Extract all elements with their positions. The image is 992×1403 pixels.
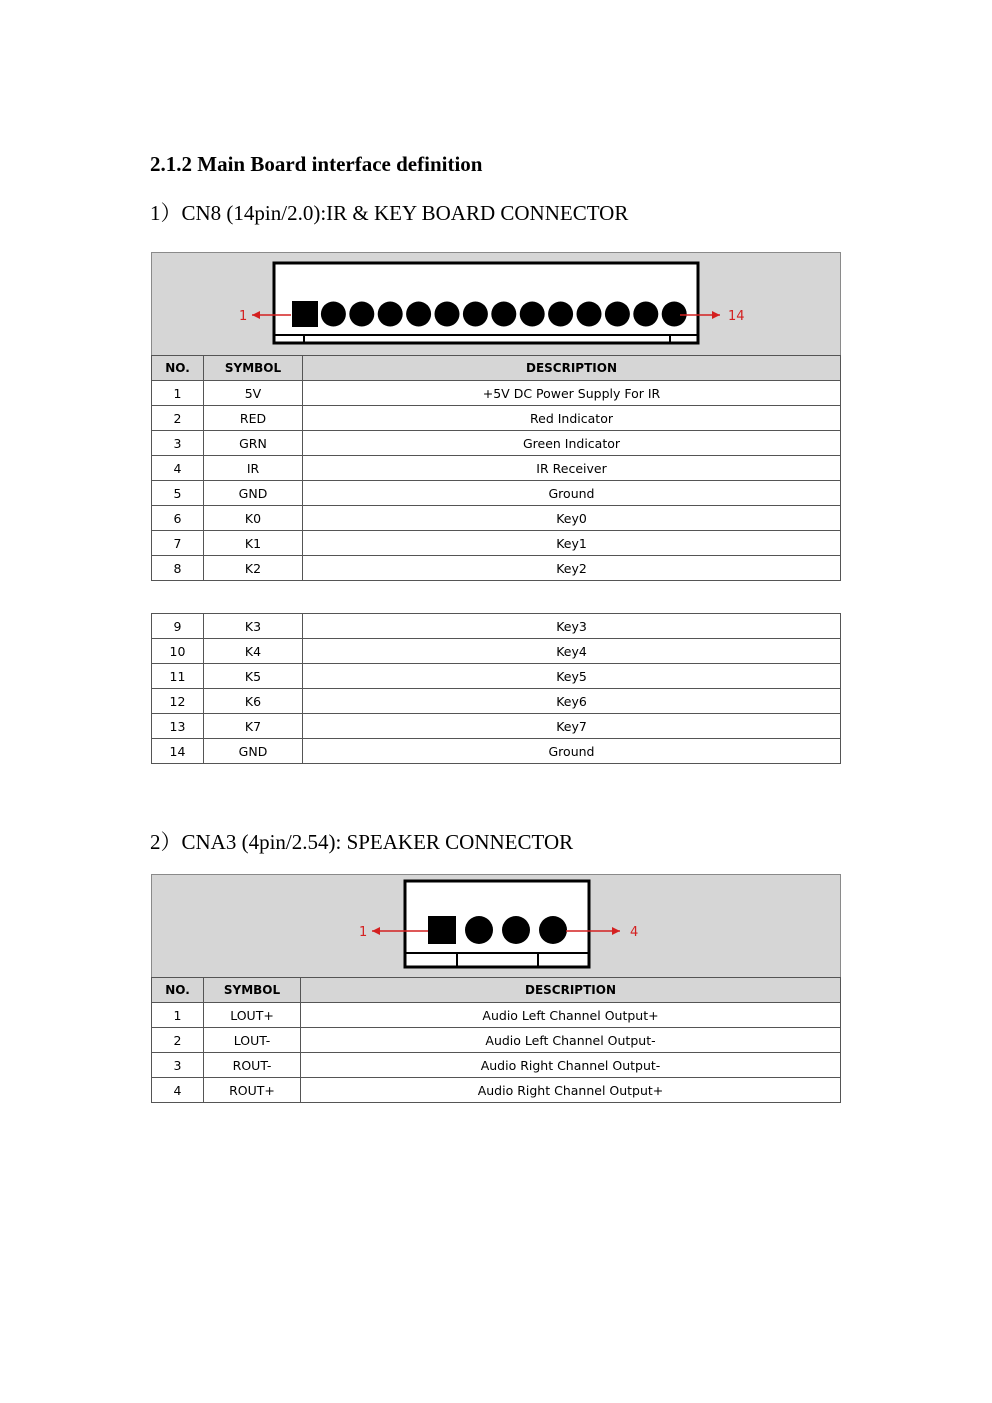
cell-symbol: GND [204, 739, 303, 764]
table-row [152, 689, 841, 714]
cell-symbol: K2 [204, 556, 303, 581]
cell-description: Key5 [303, 664, 841, 689]
cell-symbol: K5 [204, 664, 303, 689]
cell-description: Audio Left Channel Output- [301, 1028, 841, 1053]
cell-description: Audio Right Channel Output- [301, 1053, 841, 1078]
cell-no: 2 [152, 1028, 204, 1053]
cell-symbol: K7 [204, 714, 303, 739]
cn8-pin-8 [491, 302, 516, 327]
cell-no: 3 [152, 1053, 204, 1078]
table-row [152, 1078, 841, 1103]
cell-description: Key4 [303, 639, 841, 664]
cell-symbol: GRN [204, 431, 303, 456]
cna3-pin-2 [465, 916, 493, 944]
cell-description: IR Receiver [303, 456, 841, 481]
table-row [152, 506, 841, 531]
cell-description: Audio Left Channel Output+ [301, 1003, 841, 1028]
cn8-table-part2 [151, 613, 841, 764]
cn8-pin-2 [321, 302, 346, 327]
cn8-pin-3 [349, 302, 374, 327]
cna3-block [151, 874, 841, 1103]
cell-description: Key3 [303, 614, 841, 639]
cell-symbol: ROUT+ [204, 1078, 301, 1103]
col-header-symbol: SYMBOL [204, 978, 301, 1003]
table-header-row [152, 356, 841, 381]
cna3-connector-diagram [151, 874, 841, 977]
col-header-no: NO. [152, 978, 204, 1003]
table-row [152, 614, 841, 639]
cn8-pin-start-label: 1 [239, 309, 248, 324]
cell-no: 5 [152, 481, 204, 506]
table-row [152, 1028, 841, 1053]
cna3-connector-svg [152, 875, 842, 978]
arrow-right-icon [612, 927, 620, 935]
col-header-symbol: SYMBOL [204, 356, 303, 381]
cell-description: Key0 [303, 506, 841, 531]
cn8-title: 1）CN8 (14pin/2.0):IR & KEY BOARD CONNECTOR [150, 201, 629, 225]
cell-no: 1 [152, 381, 204, 406]
cna3-pin-4 [539, 916, 567, 944]
cn8-pin-5 [406, 302, 431, 327]
table-row [152, 739, 841, 764]
cell-no: 14 [152, 739, 204, 764]
table-row [152, 381, 841, 406]
cell-description: Ground [303, 481, 841, 506]
cell-description: Audio Right Channel Output+ [301, 1078, 841, 1103]
cn8-block-continued [151, 613, 841, 764]
cn8-connector-svg [152, 253, 842, 356]
cna3-pin-end-label: 4 [630, 925, 639, 940]
cell-description: Key7 [303, 714, 841, 739]
cell-description: +5V DC Power Supply For IR [303, 381, 841, 406]
cell-description: Key6 [303, 689, 841, 714]
cn8-pin-14 [662, 302, 687, 327]
cell-symbol: GND [204, 481, 303, 506]
cn8-pin-13 [633, 302, 658, 327]
cn8-pin-9 [520, 302, 545, 327]
cell-no: 1 [152, 1003, 204, 1028]
cn8-connector-diagram [151, 252, 841, 355]
cell-no: 10 [152, 639, 204, 664]
table-row [152, 531, 841, 556]
arrow-right-icon [712, 311, 720, 319]
table-row [152, 664, 841, 689]
table-row [152, 431, 841, 456]
cell-no: 2 [152, 406, 204, 431]
cell-symbol: LOUT+ [204, 1003, 301, 1028]
cell-no: 11 [152, 664, 204, 689]
cell-symbol: K0 [204, 506, 303, 531]
arrow-left-icon [252, 311, 260, 319]
arrow-left-icon [372, 927, 380, 935]
table-row [152, 639, 841, 664]
cell-no: 12 [152, 689, 204, 714]
table-header-row [152, 978, 841, 1003]
cell-symbol: IR [204, 456, 303, 481]
table-row [152, 556, 841, 581]
cell-symbol: K6 [204, 689, 303, 714]
cn8-pin-10 [548, 302, 573, 327]
cell-no: 9 [152, 614, 204, 639]
col-header-no: NO. [152, 356, 204, 381]
table-row [152, 481, 841, 506]
table-row [152, 714, 841, 739]
col-header-description: DESCRIPTION [303, 356, 841, 381]
cn8-block [151, 252, 841, 581]
section-heading: 2.1.2 Main Board interface definition [150, 152, 483, 176]
cell-description: Green Indicator [303, 431, 841, 456]
cell-symbol: K1 [204, 531, 303, 556]
cna3-pin-start-label: 1 [359, 925, 368, 940]
cell-description: Key1 [303, 531, 841, 556]
cell-description: Key2 [303, 556, 841, 581]
cell-symbol: K3 [204, 614, 303, 639]
cell-no: 8 [152, 556, 204, 581]
cna3-pin-3 [502, 916, 530, 944]
cell-symbol: K4 [204, 639, 303, 664]
cna3-title: 2）CNA3 (4pin/2.54): SPEAKER CONNECTOR [150, 830, 574, 854]
cell-symbol: RED [204, 406, 303, 431]
cna3-pin-1 [428, 916, 456, 944]
cn8-pin-12 [605, 302, 630, 327]
cna3-table [151, 977, 841, 1103]
cn8-pin-11 [577, 302, 602, 327]
cell-symbol: LOUT- [204, 1028, 301, 1053]
cell-symbol: 5V [204, 381, 303, 406]
cn8-pin-6 [435, 302, 460, 327]
table-row [152, 456, 841, 481]
cell-description: Red Indicator [303, 406, 841, 431]
cell-no: 13 [152, 714, 204, 739]
cn8-pin-7 [463, 302, 488, 327]
table-row [152, 1003, 841, 1028]
cn8-pin-end-label: 14 [728, 309, 745, 324]
cn8-pin-1 [292, 301, 318, 327]
table-row [152, 406, 841, 431]
cell-description: Ground [303, 739, 841, 764]
cell-no: 4 [152, 456, 204, 481]
cell-symbol: ROUT- [204, 1053, 301, 1078]
cell-no: 3 [152, 431, 204, 456]
cn8-table-part1 [151, 355, 841, 581]
table-row [152, 1053, 841, 1078]
cell-no: 6 [152, 506, 204, 531]
cn8-pin-4 [378, 302, 403, 327]
cell-no: 4 [152, 1078, 204, 1103]
cell-no: 7 [152, 531, 204, 556]
col-header-description: DESCRIPTION [301, 978, 841, 1003]
